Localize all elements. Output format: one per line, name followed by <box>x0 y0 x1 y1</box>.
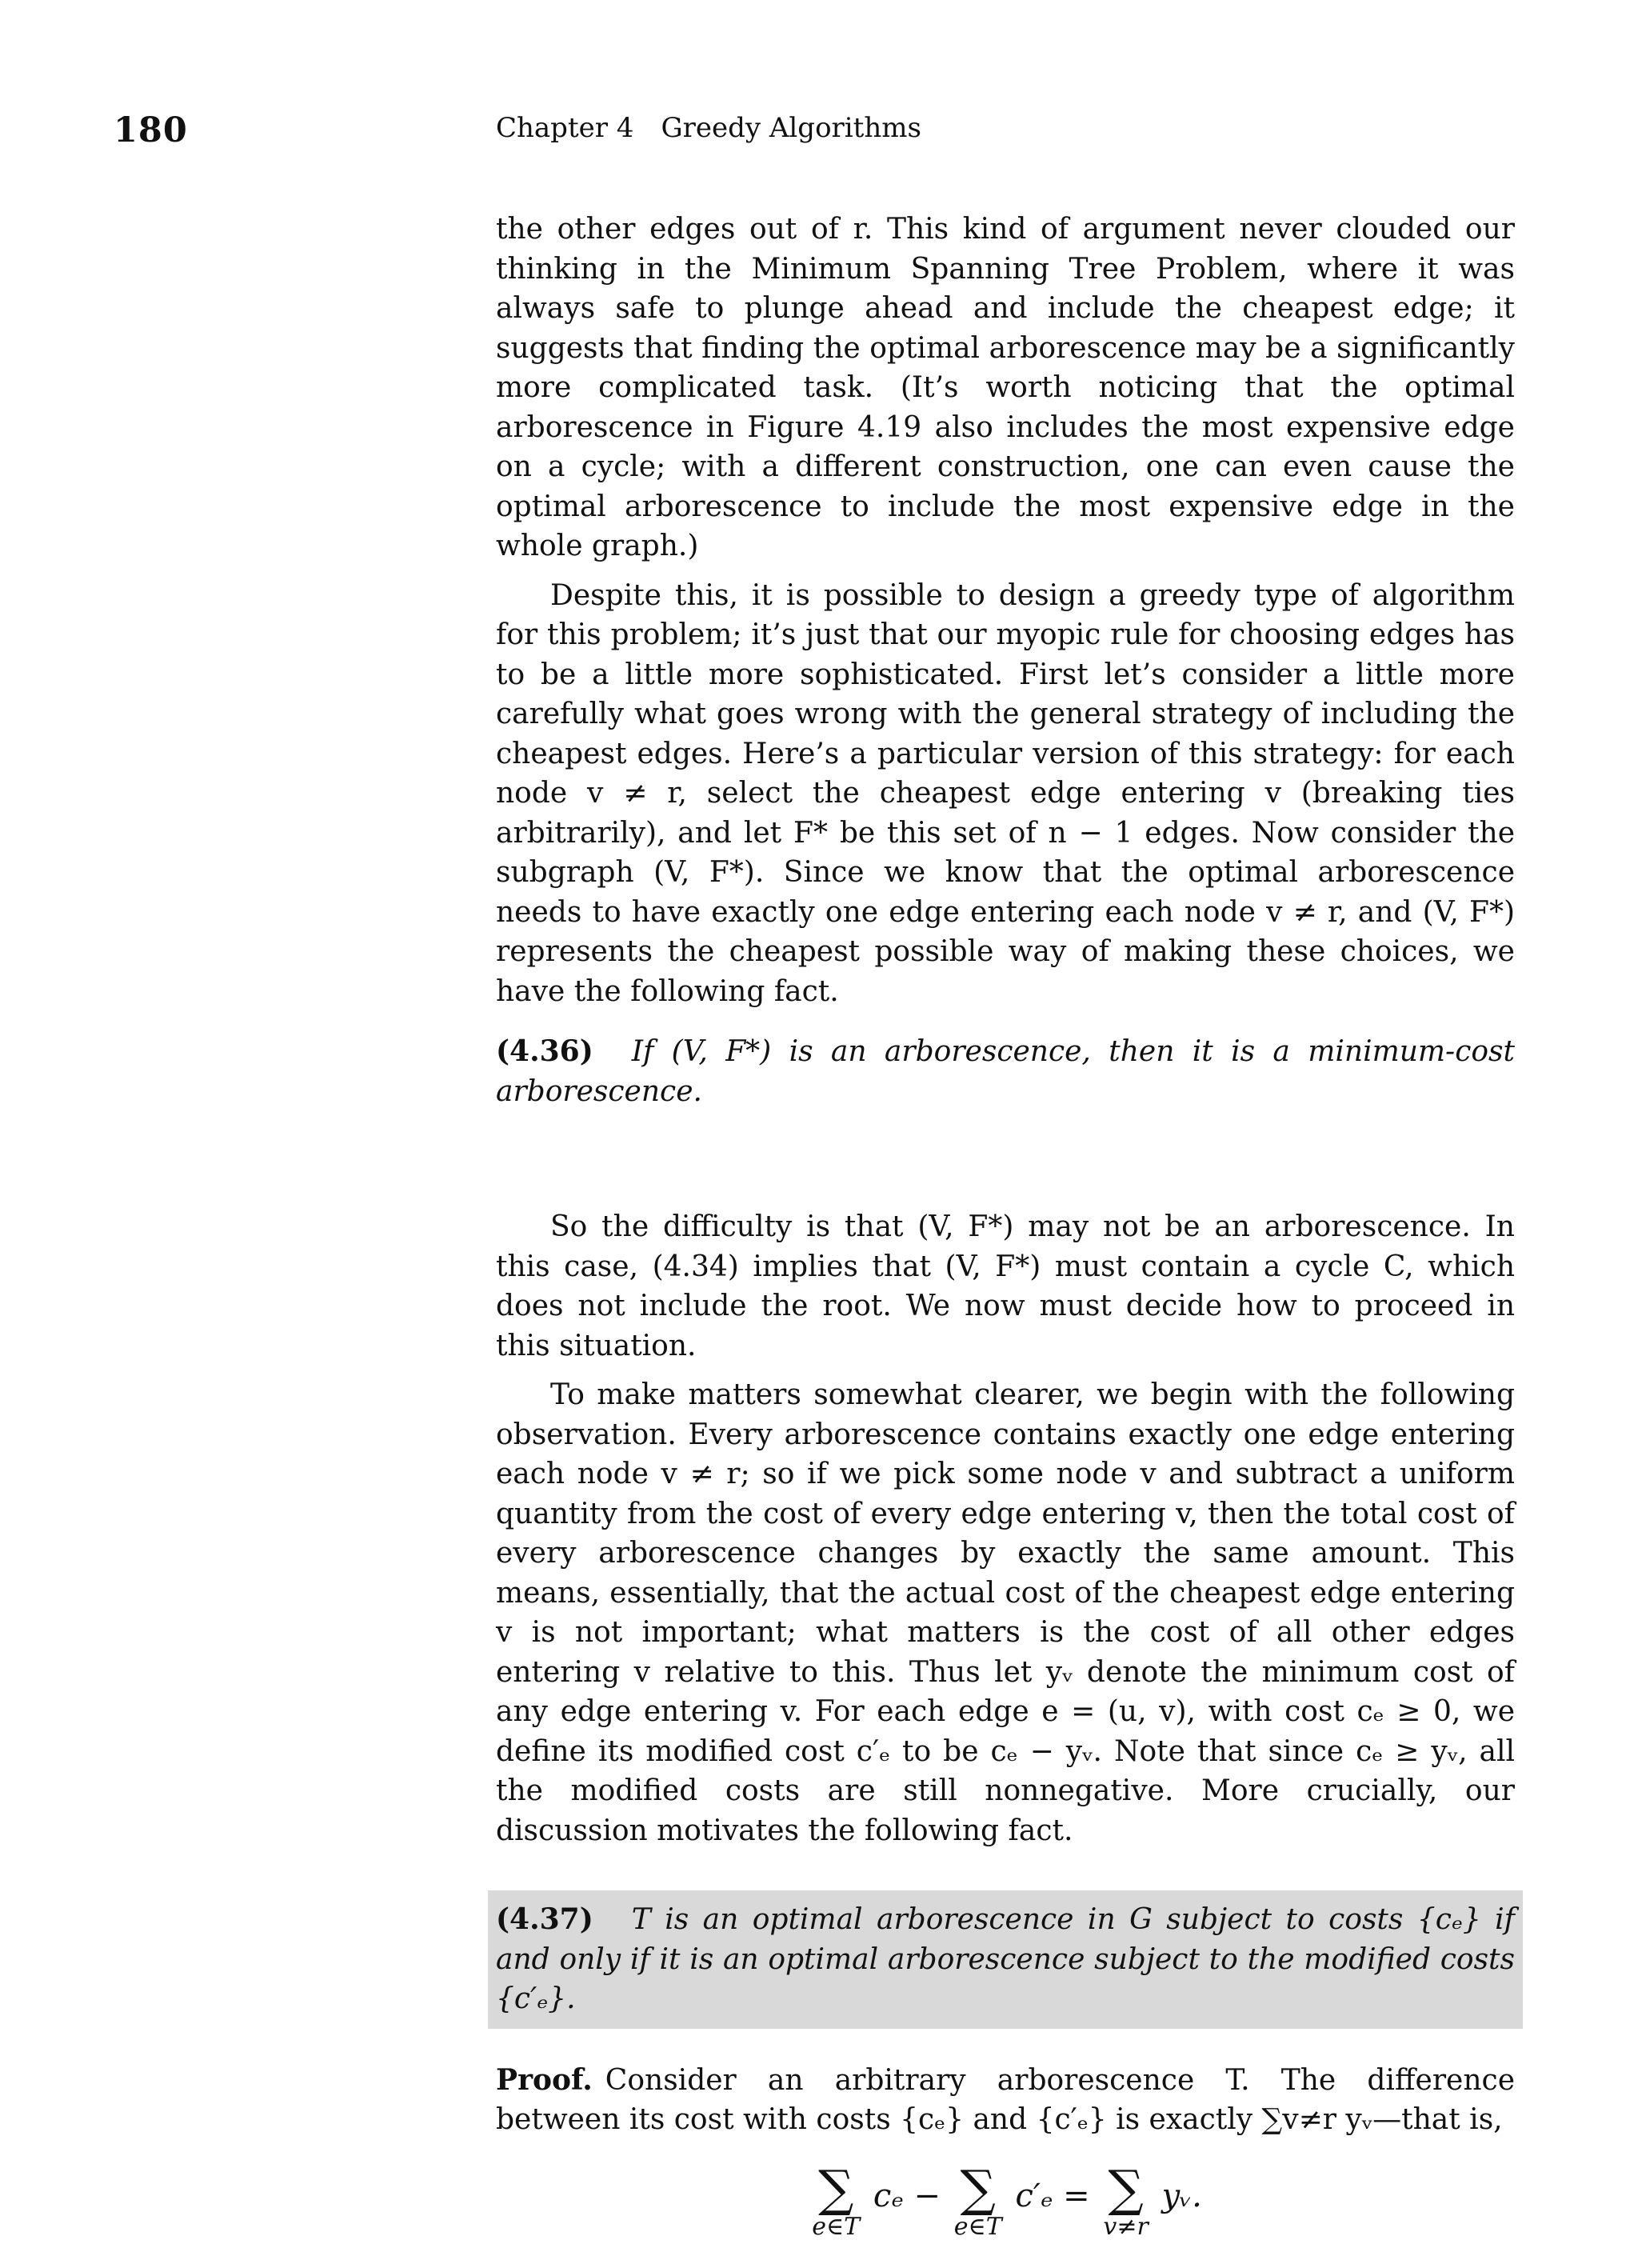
sum-1-index: e∈T <box>812 2212 861 2241</box>
proof-label: Proof. <box>496 2062 593 2097</box>
chapter-label: Chapter 4 <box>496 112 634 144</box>
statement-4-37-label: (4.37) <box>496 1902 593 1936</box>
running-head <box>496 112 921 144</box>
paragraph-4: To make matters somewhat clearer, we begin with the following observation. Every arborescence contains exactly one edge entering each node v ≠ r; so if we pick some node v and subtract a uniform quantity from the cost of every edge entering v, then the total cost of every arborescence changes by exactly the same amount. This means, essentially, that the actual cost of the cheapest edge entering v is not important; what matters is the cost of all other edges entering v relative to this. Thus let yᵥ denote the minimum cost of any edge entering v. For each edge e = (u, v), with cost cₑ ≥ 0, we define its modified cost c′ₑ to be cₑ − yᵥ. Note that since cₑ ≥ yᵥ, all the modified costs are still nonnegative. More crucially, our discussion motivates the following fact. <box>496 1378 1515 1847</box>
proof-paragraph <box>496 2061 1515 2140</box>
sum-3 <box>1103 2158 1149 2241</box>
term-c-e: cₑ <box>873 2177 904 2214</box>
paragraph-2: Despite this, it is possible to design a greedy type of algorithm for this problem; it’s just that our myopic rule for choosing edges has to be a little more sophisticated. First let’s consider a little more carefully what goes wrong with the general strategy of including the cheapest edges. Here’s a particular version of this strategy: for each node v ≠ r, select the cheapest edge entering v (breaking ties arbitrarily), and let F* be this set of n − 1 edges. Now consider the subgraph (V, F*). Since we know that the optimal arborescence needs to have exactly one edge entering each node v ≠ r, and (V, F*) represents the cheapest possible way of making these choices, we have the following fact. <box>496 578 1515 1008</box>
sigma-1: ∑ <box>818 2158 854 2218</box>
sigma-2: ∑ <box>960 2158 996 2218</box>
minus-sign: − <box>913 2177 941 2214</box>
term-y-v: yᵥ. <box>1161 2177 1202 2214</box>
sigma-3: ∑ <box>1108 2158 1144 2218</box>
sum-3-index: v≠r <box>1103 2212 1149 2241</box>
paragraph-1: the other edges out of r. This kind of argument never clouded our thinking in the Minimum Spanning Tree Problem, where it was always safe to plunge ahead and include the cheapest edge; it suggests that finding the optimal arborescence may be a significantly more complicated task. (It’s worth noticing that the optimal arborescence in Figure 4.19 also includes the most expensive edge on a cycle; with a different construction, one can even cause the optimal arborescence to include the most expensive edge in the whole graph.) <box>496 213 1515 562</box>
equals-sign: = <box>1063 2177 1090 2214</box>
proof-text: Consider an arbitrary arborescence T. The difference between its cost with costs {cₑ} and {c′ₑ} is exactly ∑v≠r yᵥ—that is, <box>496 2063 1515 2136</box>
statement-4-36-text: If (V, F*) is an arborescence, then it is a minimum-cost arborescence. <box>496 1035 1515 1108</box>
statement-4-36 <box>496 1032 1515 1111</box>
statement-4-36-label: (4.36) <box>496 1034 593 1068</box>
statement-4-37 <box>488 1890 1523 2029</box>
page-number: 180 <box>114 110 188 150</box>
statement-4-37-text: T is an optimal arborescence in G subject to costs {cₑ} if and only if it is an optimal arborescence subject to the modified costs {c′ₑ}. <box>496 1903 1515 2015</box>
chapter-title: Greedy Algorithms <box>661 112 921 144</box>
term-c-prime-e: c′ₑ <box>1015 2177 1053 2214</box>
page-body <box>496 210 1515 2268</box>
paragraph-3: So the difficulty is that (V, F*) may not be an arborescence. In this case, (4.34) implies that (V, F*) must contain a cycle C, which does not include the root. We now must decide how to proceed in this situation. <box>496 1210 1515 1362</box>
sum-2-index: e∈T <box>953 2212 1002 2241</box>
sum-2 <box>953 2158 1002 2241</box>
display-equation <box>496 2158 1515 2268</box>
sum-1 <box>812 2158 861 2241</box>
